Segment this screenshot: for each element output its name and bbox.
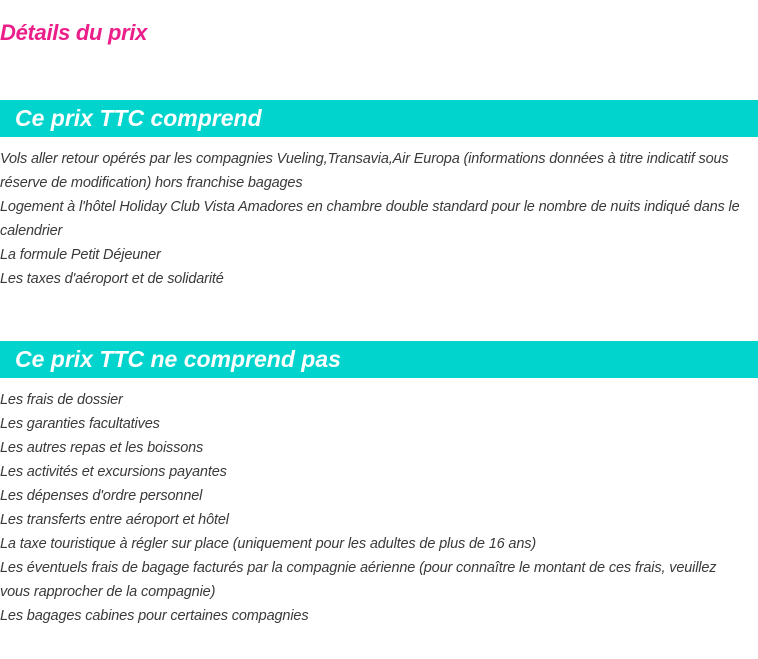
included-item-taxes: Les taxes d'aéroport et de solidarité xyxy=(0,271,224,287)
excluded-list xyxy=(0,378,758,628)
included-item-breakfast: La formule Petit Déjeuner xyxy=(0,247,161,263)
excluded-item-fees: Les frais de dossier xyxy=(0,392,123,408)
excluded-item-guarantees: Les garanties facultatives xyxy=(0,416,160,432)
included-list xyxy=(0,137,758,291)
excluded-item-meals: Les autres repas et les boissons xyxy=(0,440,204,456)
excluded-item-transfers: Les transferts entre aéroport et hôtel xyxy=(0,512,229,528)
excluded-item-personal: Les dépenses d'ordre personnel xyxy=(0,488,203,504)
included-item-flights: Vols aller retour opérés par les compagnies Vueling,Transavia,Air Europa (informations données à titre indicatif sous réserve de modification) hors franchise bagages xyxy=(0,151,729,191)
included-item-hotel: Logement à l'hôtel Holiday Club Vista Amadores en chambre double standard pour le nombre de nuits indiqué dans le calendrier xyxy=(0,199,740,239)
excluded-heading: Ce prix TTC ne comprend pas xyxy=(0,341,758,378)
page-title: Détails du prix xyxy=(0,20,148,45)
included-heading: Ce prix TTC comprend xyxy=(0,100,758,137)
excluded-section xyxy=(0,341,758,628)
excluded-item-activities: Les activités et excursions payantes xyxy=(0,464,227,480)
excluded-item-cabin-bags: Les bagages cabines pour certaines compagnies xyxy=(0,608,309,624)
included-section xyxy=(0,100,758,291)
excluded-item-baggage-fees: Les éventuels frais de bagage facturés par la compagnie aérienne (pour connaître le montant de ces frais, veuillez vous rapprocher de la compagnie) xyxy=(0,560,717,600)
excluded-item-tourist-tax: La taxe touristique à régler sur place (uniquement pour les adultes de plus de 16 ans) xyxy=(0,536,537,552)
